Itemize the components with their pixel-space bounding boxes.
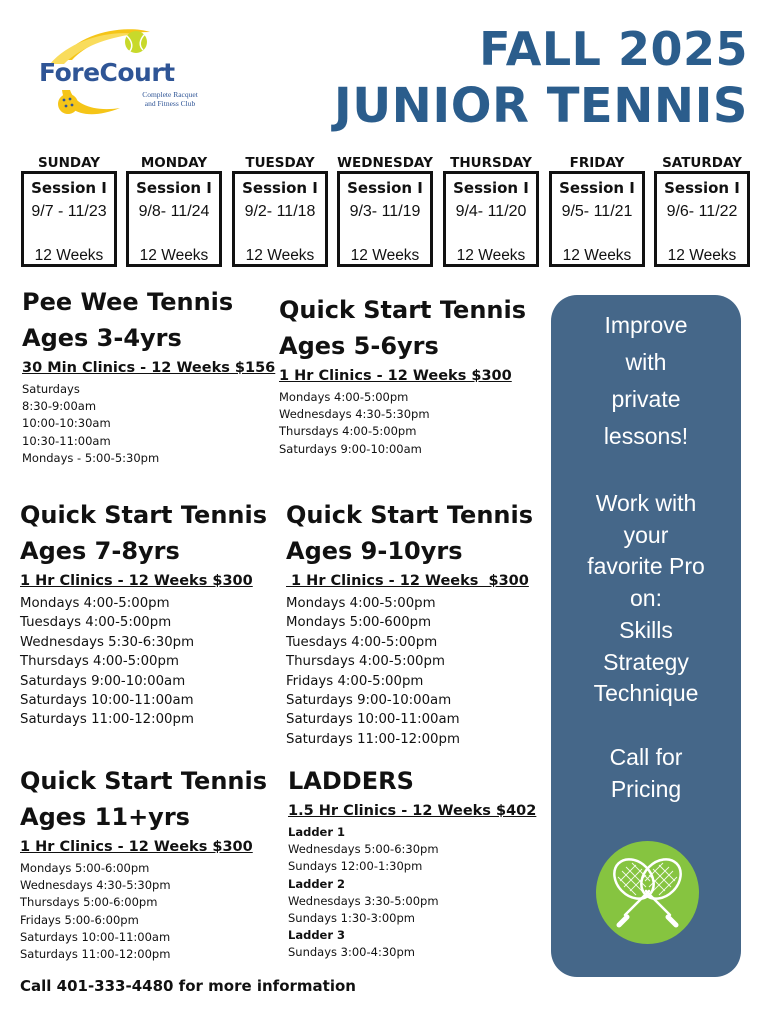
session-box	[443, 171, 539, 267]
promo-line: your	[623, 521, 669, 548]
schedule-line: Saturdays 9:00-10:00am	[286, 693, 452, 709]
section-title: Quick Start Tennis	[20, 767, 268, 795]
clinic-info: 30 Min Clinics - 12 Weeks $156	[22, 360, 276, 376]
session-dates: 9/6- 11/22	[666, 203, 738, 220]
schedule-line: Thursdays 4:00-5:00pm	[286, 654, 445, 670]
promo-line: Pricing	[610, 776, 682, 802]
clinic-info: 1 Hr Clinics - 12 Weeks $300	[279, 368, 512, 384]
session-weeks: 12 Weeks	[139, 247, 209, 264]
ladder-label: Ladder 3	[288, 928, 346, 943]
schedule-line: Saturdays 11:00-12:00pm	[20, 712, 194, 728]
promo-line: Strategy	[603, 648, 689, 675]
session-box	[549, 171, 645, 267]
session-label: Session I	[242, 179, 318, 197]
schedule-line: Mondays 4:00-5:00pm	[286, 596, 436, 611]
ladder-label: Ladder 2	[288, 876, 346, 891]
schedule-line: Wednesdays 4:30-5:30pm	[279, 407, 430, 422]
schedule-line: Tuesdays 4:00-5:00pm	[20, 615, 172, 631]
session-weeks: 12 Weeks	[34, 247, 104, 264]
session-box	[337, 171, 433, 267]
promo-line: Call for	[609, 744, 683, 770]
schedule-list	[22, 381, 275, 467]
session-label: Session I	[664, 179, 740, 197]
schedule-line: Sundays 12:00-1:30pm	[288, 859, 423, 874]
schedule-line: Saturdays 10:00-11:00am	[20, 693, 194, 709]
schedule-line: Thursdays 5:00-6:00pm	[20, 895, 158, 910]
schedule-line: Wednesdays 5:00-6:30pm	[288, 842, 439, 857]
private-lessons-panel	[551, 295, 741, 977]
session-days-row	[16, 155, 768, 270]
promo-line: private	[611, 386, 681, 412]
schedule-line: Saturdays 11:00-12:00pm	[286, 731, 460, 747]
schedule-line: Saturdays 9:00-10:00am	[279, 441, 422, 456]
promo-line: Skills	[619, 616, 673, 643]
section-title: Quick Start Tennis	[279, 296, 527, 324]
session-dates: 9/4- 11/20	[455, 203, 527, 220]
day-monday	[121, 155, 227, 270]
day-name: FRIDAY	[569, 155, 625, 171]
session-dates: 9/7 - 11/23	[31, 203, 107, 220]
section-quickstart-9-10	[286, 497, 533, 749]
schedule-line: Mondays 4:00-5:00pm	[20, 596, 170, 611]
schedule-line: Saturdays 11:00-12:00pm	[20, 947, 171, 962]
logo-tagline-line: and Fitness Club	[144, 99, 196, 108]
session-label: Session I	[559, 179, 635, 197]
schedule-line: Mondays - 5:00-5:30pm	[22, 450, 160, 465]
schedule-line: 8:30-9:00am	[22, 399, 97, 414]
schedule-line: Wednesdays 3:30-5:00pm	[288, 893, 439, 908]
day-sunday	[16, 155, 122, 270]
schedule-line: Wednesdays 4:30-5:30pm	[20, 878, 171, 893]
schedule-line: Tuesdays 4:00-5:00pm	[286, 634, 438, 650]
section-ages: Ages 3-4yrs	[22, 324, 182, 352]
schedule-line: Thursdays 4:00-5:00pm	[279, 424, 417, 439]
section-title: LADDERS	[288, 767, 414, 795]
clinic-info: 1.5 Hr Clinics - 12 Weeks $402	[288, 803, 537, 819]
section-ages: Ages 5-6yrs	[279, 332, 439, 360]
schedule-line: Mondays 5:00-600pm	[286, 615, 432, 631]
day-wednesday	[332, 155, 438, 270]
clinic-info: 1 Hr Clinics - 12 Weeks $300	[20, 573, 253, 589]
promo-line: Improve	[604, 312, 688, 338]
schedule-line: Wednesdays 5:30-6:30pm	[20, 634, 195, 650]
section-title: Quick Start Tennis	[20, 501, 268, 529]
section-quickstart-7-8	[20, 497, 267, 730]
promo-line: Work with	[595, 490, 697, 516]
session-dates: 9/5- 11/21	[561, 203, 633, 220]
session-label: Session I	[31, 179, 107, 197]
section-peewee	[22, 284, 275, 467]
schedule-line: 10:00-10:30am	[22, 416, 111, 431]
promo-line: with	[625, 349, 667, 375]
session-box	[654, 171, 750, 267]
session-weeks: 12 Weeks	[245, 247, 315, 264]
session-dates: 9/3- 11/19	[349, 203, 421, 220]
section-title: Quick Start Tennis	[286, 501, 534, 529]
day-friday	[544, 155, 650, 270]
schedule-list	[20, 594, 267, 730]
promo-line: on:	[630, 585, 662, 612]
promo-line: lessons!	[603, 423, 689, 449]
day-name: WEDNESDAY	[337, 155, 433, 171]
schedule-line: Mondays 5:00-6:00pm	[20, 861, 150, 875]
day-thursday	[438, 155, 544, 270]
section-ages: Ages 11+yrs	[20, 803, 190, 831]
tennis-racquets-icon	[596, 841, 699, 944]
day-name: SUNDAY	[37, 155, 101, 171]
schedule-list	[286, 594, 533, 749]
schedule-line: Saturdays	[22, 382, 80, 396]
schedule-list	[279, 389, 526, 458]
logo-tagline-line: Complete Racquet	[142, 90, 198, 99]
promo-call-to-action	[551, 741, 741, 805]
logo-tagline	[130, 90, 210, 108]
promo-details	[551, 488, 741, 710]
schedule-list	[288, 824, 536, 962]
schedule-line: Fridays 4:00-5:00pm	[286, 673, 424, 689]
contact-info: Call 401-333-4480 for more information	[20, 977, 356, 995]
section-quickstart-5-6	[279, 292, 526, 458]
section-quickstart-11plus	[20, 763, 267, 963]
day-saturday	[649, 155, 755, 270]
session-label: Session I	[347, 179, 423, 197]
logo-name: ForeCourt	[39, 58, 175, 87]
session-weeks: 12 Weeks	[667, 247, 737, 264]
day-name: TUESDAY	[245, 155, 315, 171]
schedule-line: Saturdays 9:00-10:00am	[20, 673, 186, 689]
session-dates: 9/8- 11/24	[138, 203, 210, 220]
session-dates: 9/2- 11/18	[244, 203, 316, 220]
promo-headline	[551, 307, 741, 455]
schedule-line: Sundays 1:30-3:00pm	[288, 911, 415, 926]
forecourt-logo	[30, 20, 210, 130]
schedule-line: Thursdays 4:00-5:00pm	[20, 654, 179, 670]
promo-line: favorite Pro	[587, 553, 705, 580]
schedule-line: Mondays 4:00-5:00pm	[279, 390, 409, 404]
clinic-info: 1 Hr Clinics - 12 Weeks $300	[20, 839, 253, 855]
schedule-line: Sundays 3:00-4:30pm	[288, 945, 415, 960]
day-name: THURSDAY	[450, 155, 532, 171]
page-title-program: JUNIOR TENNIS	[333, 78, 748, 134]
section-ages: Ages 9-10yrs	[286, 537, 463, 565]
ladder-label: Ladder 1	[288, 825, 346, 839]
schedule-line: Saturdays 10:00-11:00am	[20, 929, 171, 944]
schedule-line: 10:30-11:00am	[22, 433, 111, 448]
session-box	[126, 171, 222, 267]
session-label: Session I	[453, 179, 529, 197]
section-ladders	[288, 763, 536, 962]
session-weeks: 12 Weeks	[456, 247, 526, 264]
day-name: SATURDAY	[662, 155, 742, 171]
session-box	[21, 171, 117, 267]
session-label: Session I	[136, 179, 212, 197]
section-ages: Ages 7-8yrs	[20, 537, 180, 565]
session-weeks: 12 Weeks	[562, 247, 632, 264]
schedule-line: Fridays 5:00-6:00pm	[20, 912, 139, 927]
day-name: MONDAY	[140, 155, 208, 171]
day-tuesday	[227, 155, 333, 270]
section-title: Pee Wee Tennis	[22, 288, 234, 316]
session-weeks: 12 Weeks	[350, 247, 420, 264]
promo-line: Technique	[593, 680, 699, 707]
schedule-line: Saturdays 10:00-11:00am	[286, 712, 460, 728]
page-title-season: FALL 2025	[479, 22, 748, 76]
session-box	[232, 171, 328, 267]
schedule-list	[20, 860, 267, 963]
clinic-info: 1 Hr Clinics - 12 Weeks $300	[286, 573, 529, 589]
